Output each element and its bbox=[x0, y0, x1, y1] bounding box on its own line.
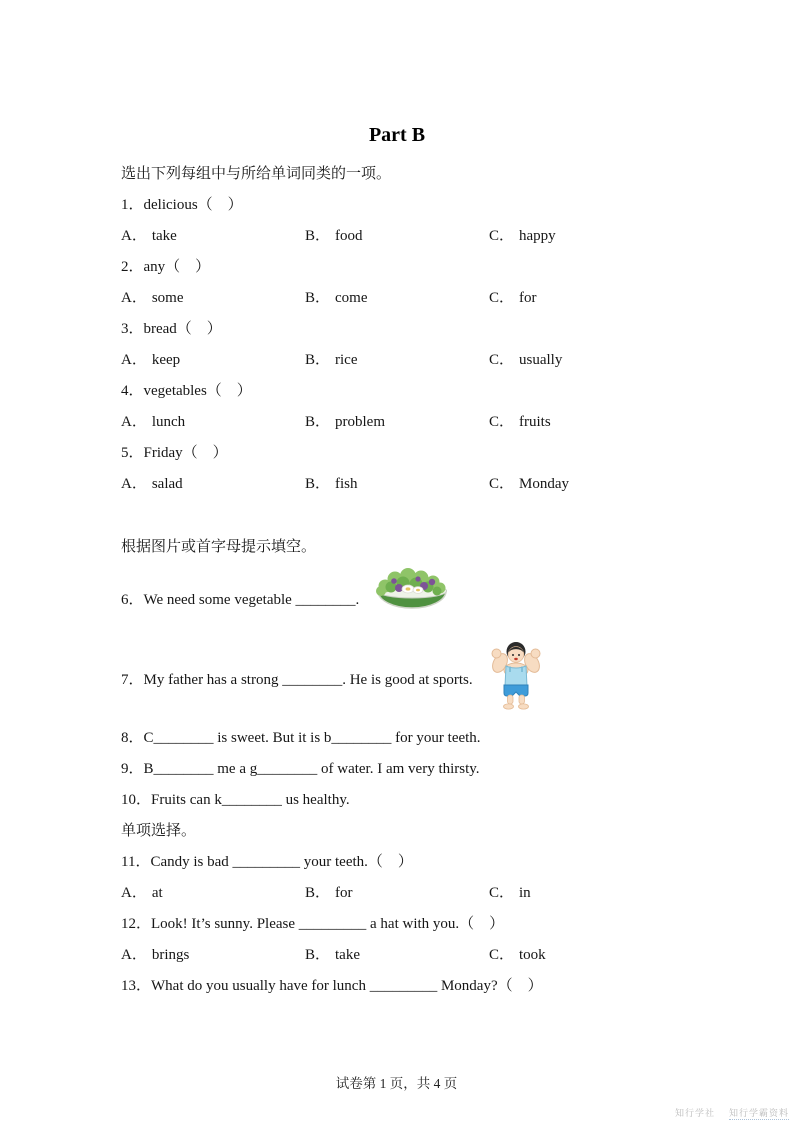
question-7-row bbox=[121, 633, 673, 723]
question-3-option-b: B． rice bbox=[305, 352, 358, 368]
question-4-option-a: A． lunch bbox=[121, 414, 186, 430]
question-12-option-a: A． brings bbox=[121, 947, 190, 963]
question-2-option-a: A． some bbox=[121, 290, 184, 306]
question-4-options bbox=[121, 407, 673, 438]
option-text: fish bbox=[335, 476, 358, 492]
question-3-option-c: C． usually bbox=[489, 352, 563, 368]
question-11-option-a: A． at bbox=[121, 885, 163, 901]
question-5-stem: 5．Friday（ ） bbox=[121, 445, 228, 461]
watermark bbox=[675, 1106, 789, 1119]
option-text: rice bbox=[335, 352, 358, 368]
section-3-instruction: 单项选择。 bbox=[121, 823, 197, 839]
watermark-right-text: 知行学霸资料 bbox=[728, 1108, 789, 1118]
option-text: lunch bbox=[151, 414, 186, 430]
option-text: in bbox=[519, 885, 531, 901]
option-text: Monday bbox=[519, 476, 570, 492]
page-footer: 试卷第 1 页，共 4 页 bbox=[335, 1076, 458, 1091]
option-text: keep bbox=[151, 352, 181, 368]
section-2-instruction: 根据图片或首字母提示填空。 bbox=[121, 539, 317, 555]
question-11-stem: 11．Candy is bad _________ your teeth.（ ） bbox=[121, 854, 413, 870]
question-7-stem: 7．My father has a strong ________. He is good at sports. bbox=[121, 671, 473, 688]
question-3-stem: 3．bread（ ） bbox=[121, 321, 222, 337]
question-2-options bbox=[121, 283, 673, 314]
option-text: usually bbox=[519, 352, 563, 368]
question-1-option-a: A． take bbox=[121, 228, 177, 244]
question-2-option-c: C． for bbox=[489, 290, 537, 306]
question-5-option-c: C． Monday bbox=[489, 476, 570, 492]
watermark-left-text: 知行学社 bbox=[674, 1108, 715, 1118]
question-10-stem: 10．Fruits can k________ us healthy. bbox=[121, 792, 350, 808]
question-13-stem: 13．What do you usually have for lunch _________ Monday?（ ） bbox=[121, 978, 543, 994]
option-text: for bbox=[335, 885, 353, 901]
question-5-option-a: A． salad bbox=[121, 476, 183, 492]
option-text: took bbox=[519, 947, 546, 963]
option-text: food bbox=[335, 228, 363, 244]
question-5-option-b: B． fish bbox=[305, 476, 358, 492]
option-text: for bbox=[519, 290, 537, 306]
question-11-option-c: C． in bbox=[489, 885, 531, 901]
option-text: take bbox=[151, 228, 177, 244]
option-text: salad bbox=[151, 476, 183, 492]
question-2-stem: 2．any（ ） bbox=[121, 259, 211, 275]
option-text: brings bbox=[151, 947, 190, 963]
option-text: take bbox=[335, 947, 360, 963]
question-3-options bbox=[121, 345, 673, 376]
question-12-option-c: C． took bbox=[489, 947, 546, 963]
strong-boy-image bbox=[489, 639, 543, 718]
question-4-stem: 4．vegetables（ ） bbox=[121, 383, 252, 399]
question-4-option-c: C． fruits bbox=[489, 414, 551, 430]
question-11-options bbox=[121, 878, 673, 909]
page-content bbox=[121, 124, 673, 1002]
question-5-options bbox=[121, 469, 673, 500]
question-11-option-b: B． for bbox=[305, 885, 353, 901]
question-1-option-c: C． happy bbox=[489, 228, 556, 244]
question-3-option-a: A． keep bbox=[121, 352, 181, 368]
option-text: come bbox=[335, 290, 368, 306]
question-1-option-b: B． food bbox=[305, 228, 363, 244]
question-6-stem: 6．We need some vegetable ________. bbox=[121, 591, 360, 608]
section-1-instruction: 选出下列每组中与所给单词同类的一项。 bbox=[121, 166, 392, 182]
question-6-row bbox=[121, 563, 673, 633]
question-2-option-b: B． come bbox=[305, 290, 368, 306]
question-12-option-b: B． take bbox=[305, 947, 360, 963]
question-1-stem: 1．delicious（ ） bbox=[121, 197, 243, 213]
question-8-stem: 8．C________ is sweet. But it is b________ for your teeth. bbox=[121, 730, 481, 746]
option-text: problem bbox=[335, 414, 386, 430]
question-1-options bbox=[121, 221, 673, 252]
option-text: happy bbox=[519, 228, 556, 244]
option-text: at bbox=[151, 885, 163, 901]
page-title: Part B bbox=[368, 124, 426, 146]
question-12-stem: 12．Look! It’s sunny. Please _________ a hat with you.（ ） bbox=[121, 916, 505, 932]
question-4-option-b: B． problem bbox=[305, 414, 386, 430]
salad-bowl-image bbox=[371, 567, 453, 622]
option-text: fruits bbox=[519, 414, 551, 430]
option-text: some bbox=[151, 290, 184, 306]
question-9-stem: 9．B________ me a g________ of water. I am very thirsty. bbox=[121, 761, 480, 777]
question-12-options bbox=[121, 940, 673, 971]
